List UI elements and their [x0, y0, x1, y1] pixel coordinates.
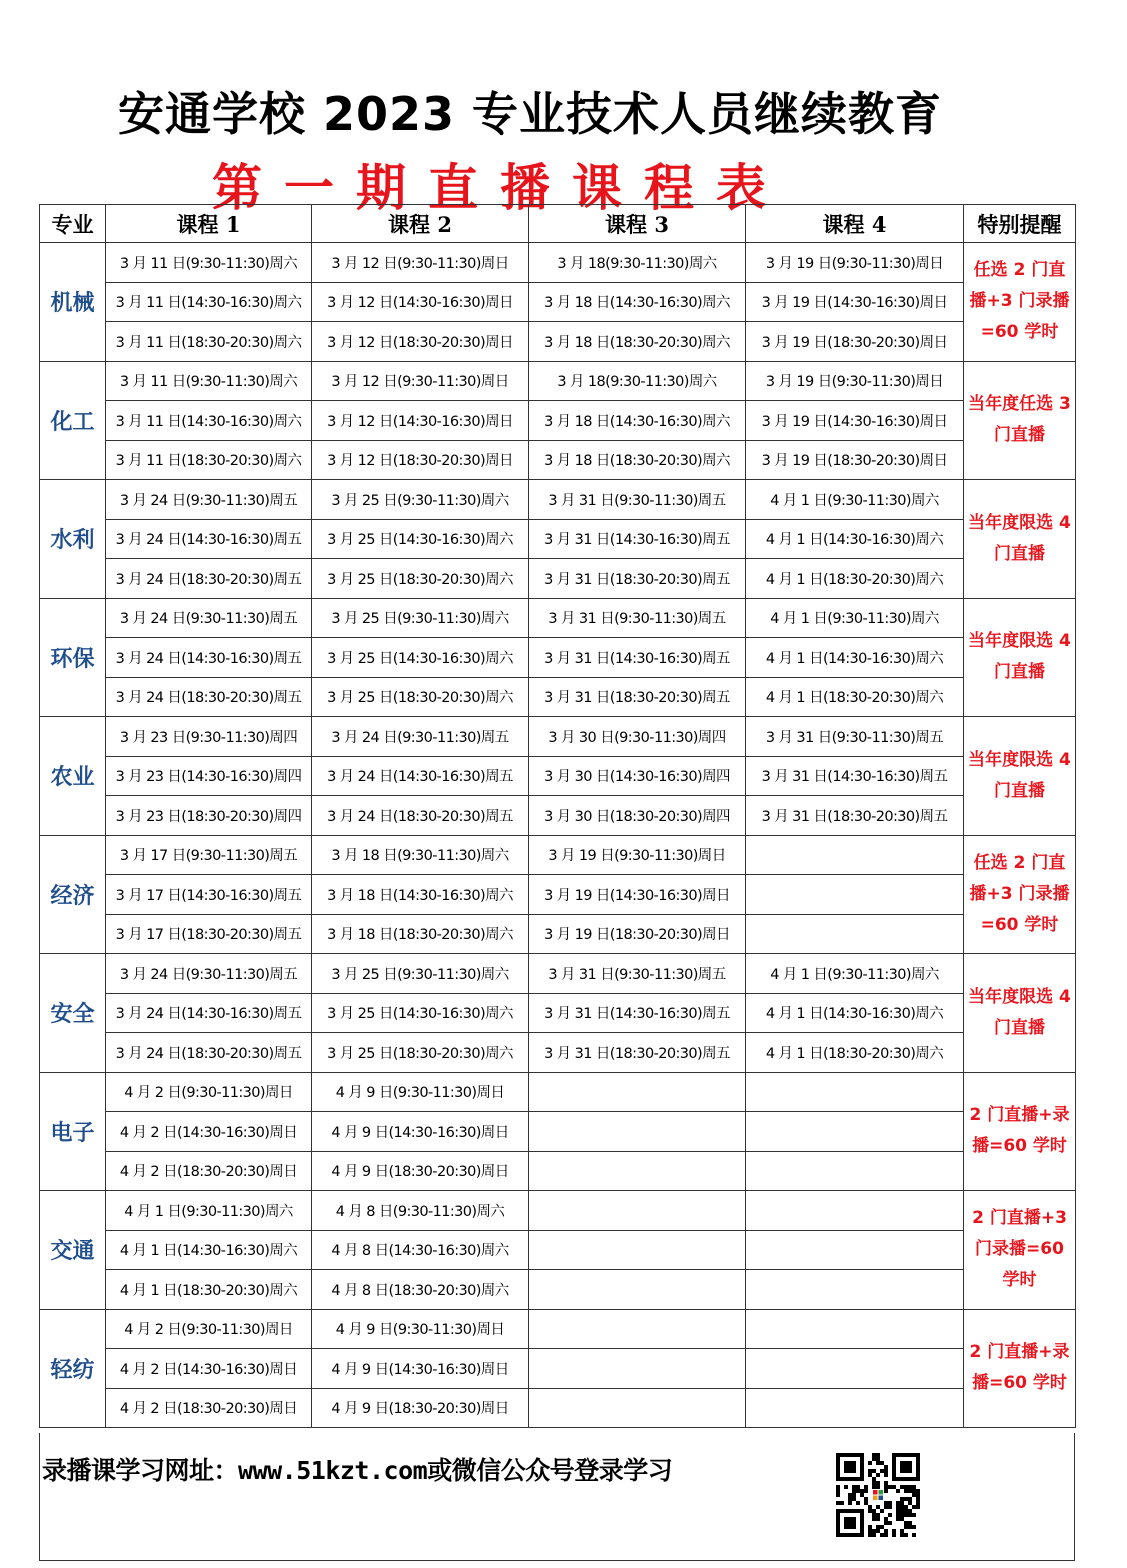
course-1-slot: 4 月 2 日(14:30-16:30)周日 [106, 1349, 312, 1389]
course-3-slot [529, 1151, 746, 1191]
table-row [40, 756, 1076, 796]
course-3-slot: 3 月 31 日(9:30-11:30)周五 [529, 954, 746, 994]
major-cell: 交通 [40, 1191, 106, 1310]
table-row [40, 1230, 1076, 1270]
table-row [40, 480, 1076, 520]
course-1-slot: 3 月 24 日(18:30-20:30)周五 [106, 1033, 312, 1073]
course-2-slot: 3 月 12 日(14:30-16:30)周日 [312, 401, 529, 441]
note-cell: 2 门直播+录播=60 学时 [964, 1072, 1076, 1191]
course-4-slot [746, 1388, 964, 1428]
course-4-slot: 4 月 1 日(18:30-20:30)周六 [746, 1033, 964, 1073]
qr-code-icon [836, 1453, 920, 1537]
course-1-slot: 3 月 24 日(18:30-20:30)周五 [106, 559, 312, 599]
course-2-slot: 4 月 8 日(14:30-16:30)周六 [312, 1230, 529, 1270]
major-cell: 农业 [40, 717, 106, 836]
table-row [40, 1388, 1076, 1428]
table-row [40, 440, 1076, 480]
table-row [40, 282, 1076, 322]
course-1-slot: 3 月 24 日(14:30-16:30)周五 [106, 519, 312, 559]
footer-suffix: 或微信公众号登录学习 [427, 1456, 673, 1485]
course-1-slot: 4 月 1 日(18:30-20:30)周六 [106, 1270, 312, 1310]
course-4-slot [746, 1270, 964, 1310]
course-1-slot: 4 月 2 日(18:30-20:30)周日 [106, 1388, 312, 1428]
course-2-slot: 3 月 18 日(9:30-11:30)周六 [312, 835, 529, 875]
course-3-slot: 3 月 31 日(18:30-20:30)周五 [529, 677, 746, 717]
course-3-slot: 3 月 30 日(18:30-20:30)周四 [529, 796, 746, 836]
course-4-slot: 3 月 19 日(18:30-20:30)周日 [746, 440, 964, 480]
table-row [40, 677, 1076, 717]
course-4-slot [746, 875, 964, 915]
course-3-slot [529, 1230, 746, 1270]
table-row [40, 401, 1076, 441]
course-1-slot: 3 月 11 日(9:30-11:30)周六 [106, 361, 312, 401]
course-2-slot: 3 月 25 日(14:30-16:30)周六 [312, 638, 529, 678]
major-cell: 机械 [40, 243, 106, 362]
course-3-slot: 3 月 18 日(14:30-16:30)周六 [529, 401, 746, 441]
header-note: 特别提醒 [964, 205, 1076, 243]
course-3-slot [529, 1388, 746, 1428]
course-4-slot: 4 月 1 日(9:30-11:30)周六 [746, 598, 964, 638]
footer-prefix: 录播课学习网址： [42, 1456, 239, 1485]
header-major: 专业 [40, 205, 106, 243]
table-row [40, 598, 1076, 638]
course-1-slot: 3 月 24 日(9:30-11:30)周五 [106, 954, 312, 994]
course-2-slot: 3 月 12 日(14:30-16:30)周日 [312, 282, 529, 322]
course-4-slot: 3 月 19 日(9:30-11:30)周日 [746, 243, 964, 283]
course-3-slot [529, 1309, 746, 1349]
course-2-slot: 3 月 25 日(18:30-20:30)周六 [312, 677, 529, 717]
course-4-slot: 4 月 1 日(9:30-11:30)周六 [746, 954, 964, 994]
course-4-slot [746, 1151, 964, 1191]
header-course-1: 课程 1 [106, 205, 312, 243]
course-2-slot: 4 月 8 日(18:30-20:30)周六 [312, 1270, 529, 1310]
table-row [40, 954, 1076, 994]
table-row [40, 1072, 1076, 1112]
course-3-slot: 3 月 31 日(9:30-11:30)周五 [529, 480, 746, 520]
course-1-slot: 4 月 2 日(14:30-16:30)周日 [106, 1112, 312, 1152]
course-1-slot: 3 月 23 日(18:30-20:30)周四 [106, 796, 312, 836]
table-row [40, 638, 1076, 678]
course-2-slot: 3 月 12 日(18:30-20:30)周日 [312, 322, 529, 362]
course-2-slot: 4 月 9 日(9:30-11:30)周日 [312, 1072, 529, 1112]
course-4-slot: 3 月 31 日(9:30-11:30)周五 [746, 717, 964, 757]
course-4-slot [746, 835, 964, 875]
course-1-slot: 3 月 11 日(18:30-20:30)周六 [106, 440, 312, 480]
course-2-slot: 3 月 25 日(18:30-20:30)周六 [312, 1033, 529, 1073]
course-1-slot: 3 月 11 日(9:30-11:30)周六 [106, 243, 312, 283]
table-row [40, 914, 1076, 954]
major-cell: 环保 [40, 598, 106, 717]
table-row [40, 243, 1076, 283]
course-3-slot: 3 月 30 日(14:30-16:30)周四 [529, 756, 746, 796]
table-row [40, 322, 1076, 362]
course-4-slot: 4 月 1 日(14:30-16:30)周六 [746, 993, 964, 1033]
course-4-slot: 4 月 1 日(18:30-20:30)周六 [746, 559, 964, 599]
course-3-slot: 3 月 31 日(18:30-20:30)周五 [529, 559, 746, 599]
header-course-2: 课程 2 [312, 205, 529, 243]
table-row [40, 993, 1076, 1033]
table-row [40, 1349, 1076, 1389]
course-2-slot: 3 月 12 日(18:30-20:30)周日 [312, 440, 529, 480]
course-4-slot: 4 月 1 日(14:30-16:30)周六 [746, 638, 964, 678]
course-2-slot: 4 月 8 日(9:30-11:30)周六 [312, 1191, 529, 1231]
course-4-slot [746, 1112, 964, 1152]
course-1-slot: 3 月 23 日(14:30-16:30)周四 [106, 756, 312, 796]
header-course-3: 课程 3 [529, 205, 746, 243]
note-cell: 当年度限选 4 门直播 [964, 954, 1076, 1073]
course-3-slot [529, 1072, 746, 1112]
table-row [40, 717, 1076, 757]
course-2-slot: 3 月 18 日(14:30-16:30)周六 [312, 875, 529, 915]
course-3-slot: 3 月 19 日(18:30-20:30)周日 [529, 914, 746, 954]
major-cell: 经济 [40, 835, 106, 954]
course-2-slot: 4 月 9 日(14:30-16:30)周日 [312, 1349, 529, 1389]
course-2-slot: 3 月 24 日(14:30-16:30)周五 [312, 756, 529, 796]
course-3-slot: 3 月 30 日(9:30-11:30)周四 [529, 717, 746, 757]
course-3-slot: 3 月 18 日(14:30-16:30)周六 [529, 282, 746, 322]
course-4-slot [746, 1230, 964, 1270]
course-3-slot [529, 1191, 746, 1231]
course-1-slot: 3 月 24 日(14:30-16:30)周五 [106, 638, 312, 678]
note-cell: 当年度限选 4 门直播 [964, 480, 1076, 599]
table-row [40, 796, 1076, 836]
course-4-slot [746, 1349, 964, 1389]
course-1-slot: 3 月 17 日(9:30-11:30)周五 [106, 835, 312, 875]
note-cell: 当年度限选 4 门直播 [964, 717, 1076, 836]
course-3-slot: 3 月 19 日(9:30-11:30)周日 [529, 835, 746, 875]
note-cell: 2 门直播+录播=60 学时 [964, 1309, 1076, 1428]
table-row [40, 1191, 1076, 1231]
note-cell: 2 门直播+3 门录播=60 学时 [964, 1191, 1076, 1310]
course-2-slot: 3 月 25 日(9:30-11:30)周六 [312, 480, 529, 520]
major-cell: 化工 [40, 361, 106, 480]
course-3-slot: 3 月 31 日(14:30-16:30)周五 [529, 519, 746, 559]
page-title: 安通学校 2023 专业技术人员继续教育 [117, 87, 943, 141]
course-3-slot: 3 月 19 日(14:30-16:30)周日 [529, 875, 746, 915]
course-1-slot: 4 月 1 日(9:30-11:30)周六 [106, 1191, 312, 1231]
course-2-slot: 4 月 9 日(18:30-20:30)周日 [312, 1151, 529, 1191]
page-subtitle: 第一期直播课程表 [212, 159, 788, 217]
course-2-slot: 3 月 25 日(14:30-16:30)周六 [312, 519, 529, 559]
course-4-slot: 4 月 1 日(9:30-11:30)周六 [746, 480, 964, 520]
course-2-slot: 3 月 24 日(18:30-20:30)周五 [312, 796, 529, 836]
course-4-slot: 4 月 1 日(14:30-16:30)周六 [746, 519, 964, 559]
note-cell: 任选 2 门直播+3 门录播=60 学时 [964, 243, 1076, 362]
course-1-slot: 3 月 24 日(18:30-20:30)周五 [106, 677, 312, 717]
course-3-slot: 3 月 31 日(9:30-11:30)周五 [529, 598, 746, 638]
course-1-slot: 4 月 2 日(9:30-11:30)周日 [106, 1072, 312, 1112]
table-row [40, 875, 1076, 915]
table-row [40, 1309, 1076, 1349]
course-2-slot: 3 月 25 日(9:30-11:30)周六 [312, 598, 529, 638]
major-cell: 电子 [40, 1072, 106, 1191]
course-1-slot: 3 月 24 日(9:30-11:30)周五 [106, 598, 312, 638]
course-3-slot [529, 1349, 746, 1389]
header-row [40, 205, 1076, 243]
course-3-slot: 3 月 18 日(18:30-20:30)周六 [529, 322, 746, 362]
course-1-slot: 3 月 11 日(14:30-16:30)周六 [106, 282, 312, 322]
course-4-slot: 3 月 19 日(14:30-16:30)周日 [746, 282, 964, 322]
course-1-slot: 3 月 17 日(14:30-16:30)周五 [106, 875, 312, 915]
course-2-slot: 3 月 25 日(18:30-20:30)周六 [312, 559, 529, 599]
course-3-slot [529, 1112, 746, 1152]
course-2-slot: 3 月 18 日(18:30-20:30)周六 [312, 914, 529, 954]
course-1-slot: 3 月 23 日(9:30-11:30)周四 [106, 717, 312, 757]
major-cell: 轻纺 [40, 1309, 106, 1428]
footer-url: www.51kzt.com [238, 1456, 428, 1485]
note-cell: 任选 2 门直播+3 门录播=60 学时 [964, 835, 1076, 954]
table-row [40, 361, 1076, 401]
course-3-slot: 3 月 18(9:30-11:30)周六 [529, 361, 746, 401]
course-1-slot: 3 月 24 日(9:30-11:30)周五 [106, 480, 312, 520]
table-row [40, 835, 1076, 875]
course-2-slot: 3 月 25 日(14:30-16:30)周六 [312, 993, 529, 1033]
course-2-slot: 3 月 25 日(9:30-11:30)周六 [312, 954, 529, 994]
table-row [40, 1112, 1076, 1152]
course-3-slot: 3 月 18(9:30-11:30)周六 [529, 243, 746, 283]
course-1-slot: 4 月 2 日(9:30-11:30)周日 [106, 1309, 312, 1349]
course-1-slot: 3 月 11 日(18:30-20:30)周六 [106, 322, 312, 362]
course-4-slot [746, 1191, 964, 1231]
course-4-slot: 4 月 1 日(18:30-20:30)周六 [746, 677, 964, 717]
course-2-slot: 3 月 24 日(9:30-11:30)周五 [312, 717, 529, 757]
schedule-table [39, 204, 1076, 1428]
course-2-slot: 4 月 9 日(14:30-16:30)周日 [312, 1112, 529, 1152]
table-row [40, 1270, 1076, 1310]
major-cell: 安全 [40, 954, 106, 1073]
table-row [40, 559, 1076, 599]
course-1-slot: 4 月 1 日(14:30-16:30)周六 [106, 1230, 312, 1270]
table-row [40, 519, 1076, 559]
course-2-slot: 4 月 9 日(9:30-11:30)周日 [312, 1309, 529, 1349]
header-course-4: 课程 4 [746, 205, 964, 243]
course-4-slot: 3 月 19 日(14:30-16:30)周日 [746, 401, 964, 441]
course-1-slot: 3 月 17 日(18:30-20:30)周五 [106, 914, 312, 954]
note-cell: 当年度任选 3 门直播 [964, 361, 1076, 480]
table-row [40, 1033, 1076, 1073]
course-3-slot: 3 月 31 日(14:30-16:30)周五 [529, 638, 746, 678]
course-3-slot: 3 月 31 日(14:30-16:30)周五 [529, 993, 746, 1033]
major-cell: 水利 [40, 480, 106, 599]
course-4-slot: 3 月 19 日(18:30-20:30)周日 [746, 322, 964, 362]
table-row [40, 1151, 1076, 1191]
schedule-body [40, 243, 1076, 1428]
course-3-slot: 3 月 31 日(18:30-20:30)周五 [529, 1033, 746, 1073]
course-2-slot: 3 月 12 日(9:30-11:30)周日 [312, 361, 529, 401]
course-4-slot: 3 月 19 日(9:30-11:30)周日 [746, 361, 964, 401]
course-3-slot: 3 月 18 日(18:30-20:30)周六 [529, 440, 746, 480]
course-1-slot: 3 月 11 日(14:30-16:30)周六 [106, 401, 312, 441]
course-4-slot [746, 1309, 964, 1349]
course-4-slot: 3 月 31 日(14:30-16:30)周五 [746, 756, 964, 796]
course-1-slot: 3 月 24 日(14:30-16:30)周五 [106, 993, 312, 1033]
course-4-slot [746, 1072, 964, 1112]
course-4-slot [746, 914, 964, 954]
course-3-slot [529, 1270, 746, 1310]
course-2-slot: 4 月 9 日(18:30-20:30)周日 [312, 1388, 529, 1428]
footer-text [42, 1451, 672, 1487]
course-2-slot: 3 月 12 日(9:30-11:30)周日 [312, 243, 529, 283]
course-1-slot: 4 月 2 日(18:30-20:30)周日 [106, 1151, 312, 1191]
footer [39, 1433, 1075, 1561]
course-4-slot: 3 月 31 日(18:30-20:30)周五 [746, 796, 964, 836]
note-cell: 当年度限选 4 门直播 [964, 598, 1076, 717]
